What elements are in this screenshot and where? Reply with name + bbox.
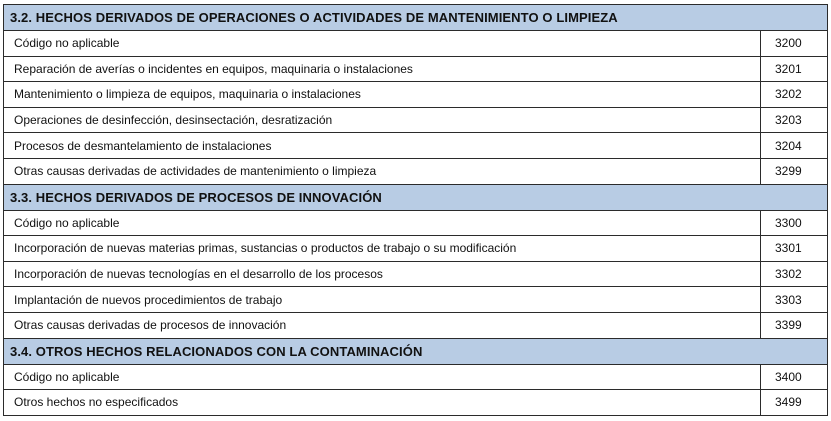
table-row [4,261,828,287]
row-description: Incorporación de nuevas tecnologías en el desarrollo de los procesos [4,261,761,287]
row-code: 3204 [761,133,828,159]
table-row [4,287,828,313]
row-description: Operaciones de desinfección, desinsectación, desratización [4,107,761,133]
table-row [4,133,828,159]
row-code: 3400 [761,364,828,390]
table-row [4,82,828,108]
section-title: 3.2. HECHOS DERIVADOS DE OPERACIONES O ACTIVIDADES DE MANTENIMIENTO O LIMPIEZA [4,5,828,31]
row-code: 3200 [761,31,828,57]
section-title: 3.4. OTROS HECHOS RELACIONADOS CON LA CONTAMINACIÓN [4,338,828,364]
table-row [4,158,828,184]
row-description: Reparación de averías o incidentes en equipos, maquinaria o instalaciones [4,56,761,82]
section-title: 3.3. HECHOS DERIVADOS DE PROCESOS DE INNOVACIÓN [4,184,828,210]
row-code: 3300 [761,210,828,236]
row-code: 3201 [761,56,828,82]
table-row [4,56,828,82]
row-description: Procesos de desmantelamiento de instalaciones [4,133,761,159]
row-description: Implantación de nuevos procedimientos de trabajo [4,287,761,313]
table-row [4,107,828,133]
row-code: 3203 [761,107,828,133]
table-row [4,390,828,416]
codes-table [3,4,828,416]
section-header-3-2 [4,5,828,31]
row-code: 3302 [761,261,828,287]
row-code: 3301 [761,236,828,262]
row-description: Otros hechos no especificados [4,390,761,416]
row-code: 3303 [761,287,828,313]
section-header-3-4 [4,338,828,364]
table-row [4,236,828,262]
table-row [4,312,828,338]
row-code: 3499 [761,390,828,416]
row-description: Otras causas derivadas de procesos de innovación [4,312,761,338]
row-description: Incorporación de nuevas materias primas, sustancias o productos de trabajo o su modificación [4,236,761,262]
row-code: 3202 [761,82,828,108]
table-row [4,210,828,236]
row-description: Otras causas derivadas de actividades de mantenimiento o limpieza [4,158,761,184]
row-description: Mantenimiento o limpieza de equipos, maquinaria o instalaciones [4,82,761,108]
table-row [4,364,828,390]
codes-table-container [3,4,827,416]
row-description: Código no aplicable [4,210,761,236]
row-code: 3299 [761,158,828,184]
row-code: 3399 [761,312,828,338]
section-header-3-3 [4,184,828,210]
row-description: Código no aplicable [4,364,761,390]
row-description: Código no aplicable [4,31,761,57]
table-row [4,31,828,57]
